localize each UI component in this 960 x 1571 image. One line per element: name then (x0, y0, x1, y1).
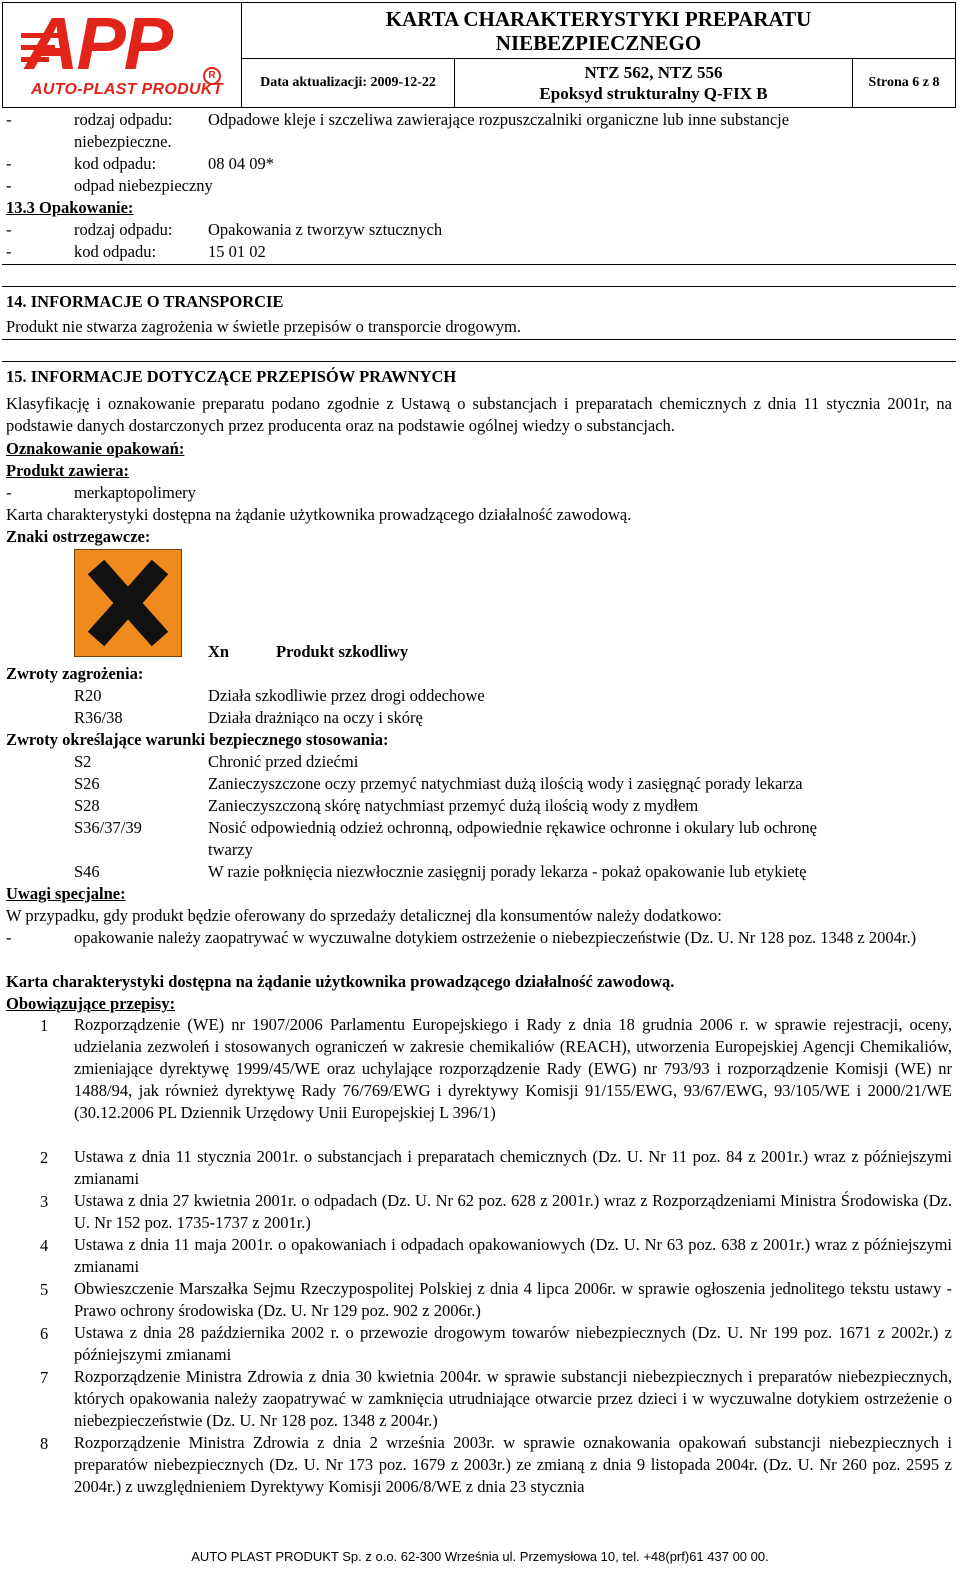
packaging-waste-code-label: kod odpadu: (74, 242, 157, 261)
dash: - (6, 220, 12, 239)
document-title (242, 3, 956, 59)
divider (2, 339, 956, 340)
safety-phrases-heading: Zwroty określające warunki bezpiecznego stosowania: (6, 730, 389, 749)
safety-text: Zanieczyszczoną skórę natychmiast przemyć dużą ilością wody z mydłem (208, 796, 699, 815)
safety-text: W razie połknięcia niezwłocznie zasięgnij porady lekarza - pokaż opakowanie lub etykietę (208, 862, 807, 881)
packaging-waste-type-value: Opakowania z tworzyw sztucznych (208, 220, 443, 239)
dash: - (6, 154, 12, 173)
risk-code: R20 (74, 686, 102, 705)
labelling-heading: Oznakowanie opakowań: (6, 439, 185, 458)
regulation-text: Ustawa z dnia 28 października 2002 r. o przewozie drogowym towarów niebezpiecznych (Dz. U. Nr 199 poz. 1671 z 2002r.) z późniejszymi zmianami (74, 1323, 952, 1364)
page-footer: AUTO PLAST PRODUKT Sp. z o.o. 62-300 Września ul. Przemysłowa 10, tel. +48(prf)61 437 00 00. (191, 1549, 769, 1564)
product-code: NTZ 562, NTZ 556 (584, 63, 723, 82)
waste-code-value: 08 04 09* (208, 154, 274, 173)
dash: - (6, 242, 12, 261)
dash: - (6, 176, 12, 195)
divider (2, 361, 956, 362)
dash: - (6, 928, 12, 947)
hazardous-waste-label: odpad niebezpieczny (74, 176, 213, 195)
regulation-text: Ustawa z dnia 11 maja 2001r. o opakowaniach i odpadach opakowaniowych (Dz. U. Nr 63 poz. 638 z 2001r.) wraz z późniejszymi zmianami (74, 1235, 952, 1276)
regulation-number: 5 (40, 1280, 49, 1299)
logo-cell (3, 3, 242, 108)
special-remarks-text: W przypadku, gdy produkt będzie oferowany do sprzedaży detalicznej dla konsumentów należy dodatkowo: (6, 906, 722, 925)
dash: - (6, 483, 12, 502)
risk-text: Działa szkodliwie przez drogi oddechowe (208, 686, 485, 705)
regulation-number: 3 (40, 1192, 49, 1211)
risk-phrases-heading: Zwroty zagrożenia: (6, 664, 144, 683)
contains-item: merkaptopolimery (74, 483, 196, 502)
regulation-text: Ustawa z dnia 11 stycznia 2001r. o substancjach i preparatach chemicznych (Dz. U. Nr 11 poz. 84 z 2001r.) wraz z późniejszymi zmianami (74, 1147, 952, 1188)
section-15-title: 15. INFORMACJE DOTYCZĄCE PRZEPISÓW PRAWNYCH (6, 367, 457, 386)
packaging-heading: 13.3 Opakowanie: (6, 198, 134, 217)
document-header (2, 2, 956, 108)
safety-code: S36/37/39 (74, 818, 142, 837)
transport-text: Produkt nie stwarza zagrożenia w świetle przepisów o transporcie drogowym. (6, 317, 522, 336)
regulation-number: 4 (40, 1236, 49, 1255)
product-name: Epoksyd strukturalny Q-FIX B (539, 84, 768, 103)
regulations-heading: Obowiązujące przepisy: (6, 994, 176, 1013)
divider (2, 286, 956, 287)
symbol-name: Produkt szkodliwy (276, 642, 409, 661)
classification-intro: Klasyfikację i oznakowanie preparatu podano zgodnie z Ustawą o substancjach i preparatach chemicznych z dnia 11 stycznia 2001r, na podstawie danych dostarczonych przez producenta oraz na podstawie ogólnej wiedzy o substancjach. (6, 394, 952, 435)
regulation-text: Obwieszczenie Marszałka Sejmu Rzeczypospolitej Polskiej z dnia 4 lipca 2006r. w sprawie ogłoszenia jednolitego tekstu ustawy - Prawo ochrony środowiska (Dz. U. Nr 129 poz. 902 z 2006r.) (74, 1279, 952, 1320)
availability-text: Karta charakterystyki dostępna na żądanie użytkownika prowadzącego działalność zawodową. (6, 505, 632, 524)
page-number: Strona 6 z 8 (853, 59, 956, 108)
packaging-waste-type-label: rodzaj odpadu: (74, 220, 173, 239)
packaging-waste-code-value: 15 01 02 (208, 242, 266, 261)
update-date: Data aktualizacji: 2009-12-22 (242, 59, 455, 108)
regulation-number: 2 (40, 1148, 49, 1167)
title-line-2: NIEBEZPIECZNEGO (495, 30, 702, 55)
safety-code: S46 (74, 862, 100, 881)
dash: - (6, 110, 12, 129)
special-remarks-item: opakowanie należy zaopatrywać w wyczuwalne dotykiem ostrzeżenie o niebezpieczeństwie (Dz. U. Nr 128 poz. 1348 z 2004r.) (74, 928, 917, 947)
safety-text: Nosić odpowiednią odzież ochronną, odpowiednie rękawice ochronne i okulary lub ochronę (208, 818, 817, 837)
special-remarks-heading: Uwagi specjalne: (6, 884, 126, 903)
safety-code: S28 (74, 796, 100, 815)
product-info (455, 59, 853, 108)
risk-text: Działa drażniąco na oczy i skórę (208, 708, 423, 727)
waste-type-label: rodzaj odpadu: (74, 110, 173, 129)
regulation-number: 6 (40, 1324, 49, 1343)
symbol-code: Xn (208, 642, 230, 661)
waste-type-value-cont: niebezpieczne. (74, 132, 172, 151)
regulation-number: 8 (40, 1434, 49, 1453)
regulation-text: Ustawa z dnia 27 kwietnia 2001r. o odpadach (Dz. U. Nr 62 poz. 628 z 2001r.) wraz z Rozporządzeniami Ministra Środowiska (Dz. U. Nr 152 poz. 1735-1737 z 2001r.) (74, 1191, 952, 1232)
logo-subtext: AUTO-PLAST PRODUKT (31, 81, 223, 98)
safety-text: Zanieczyszczone oczy przemyć natychmiast dużą ilością wody i zasięgnąć porady lekarza (208, 774, 803, 793)
regulation-text: Rozporządzenie Ministra Zdrowia z dnia 30 kwietnia 2004r. w sprawie substancji niebezpiecznych i preparatów niebezpiecznych, których opakowania należy zaopatrywać w zamknięcia utrudniające otwarcie przez dzieci i w wyczuwalne dotykiem ostrzeżenie o niebezpieczeństwie (Dz. U. Nr 128 poz. 1348 z 2004r.) (74, 1367, 952, 1430)
risk-code: R36/38 (74, 708, 123, 727)
availability-bold: Karta charakterystyki dostępna na żądanie użytkownika prowadzącego działalność zawodową. (6, 972, 675, 991)
safety-code: S2 (74, 752, 92, 771)
regulation-number: 1 (40, 1016, 49, 1035)
safety-text-cont: twarzy (208, 840, 253, 859)
harmful-x-icon (74, 549, 182, 657)
company-logo (3, 3, 241, 107)
title-line-1: KARTA CHARAKTERYSTYKI PREPARATU (385, 6, 812, 31)
safety-code: S26 (74, 774, 100, 793)
warning-signs-heading: Znaki ostrzegawcze: (6, 527, 151, 546)
regulation-number: 7 (40, 1368, 49, 1387)
section-14-title: 14. INFORMACJE O TRANSPORCIE (6, 292, 284, 311)
safety-text: Chronić przed dziećmi (208, 752, 359, 771)
waste-code-label: kod odpadu: (74, 154, 157, 173)
waste-type-value: Odpadowe kleje i szczeliwa zawierające rozpuszczalniki organiczne lub inne substancje (208, 110, 790, 129)
contains-heading: Produkt zawiera: (6, 461, 129, 480)
logo-text: APP (25, 2, 172, 85)
registered-mark-icon: R (203, 67, 221, 85)
regulation-text: Rozporządzenie Ministra Zdrowia z dnia 2 września 2003r. w sprawie oznakowania opakowań substancji niebezpiecznych i preparatów niebezpiecznych (Dz. U. Nr 173 poz. 1679 z 2003r.) ze zmianą z dnia 9 listopada 2004r. (Dz. U. Nr 260 poz. 2595 z 2004r.) z uwzględnieniem Dyrektywy Komisji 2006/8/WE z dnia 23 stycznia (74, 1433, 952, 1496)
divider (2, 264, 956, 265)
regulation-text: Rozporządzenie (WE) nr 1907/2006 Parlamentu Europejskiego i Rady z dnia 18 grudnia 2006 r. w sprawie rejestracji, oceny, udzielania zezwoleń i stosowanych ograniczeń w zakresie chemikaliów (REACH), utworzenia Europejskiej Agencji Chemikaliów, zmieniające dyrektywę 1999/45/WE oraz uchylające rozporządzenie Rady (EWG) nr 793/93 i rozporządzenie Komisji (WE) nr 1488/94, jak również dyrektywę Rady 76/769/EWG i dyrektywy Komisji 91/155/EWG, 93/67/EWG, 93/105/WE i 2000/21/WE (30.12.2006 PL Dziennik Urzędowy Unii Europejskiej L 396/1) (74, 1015, 952, 1122)
